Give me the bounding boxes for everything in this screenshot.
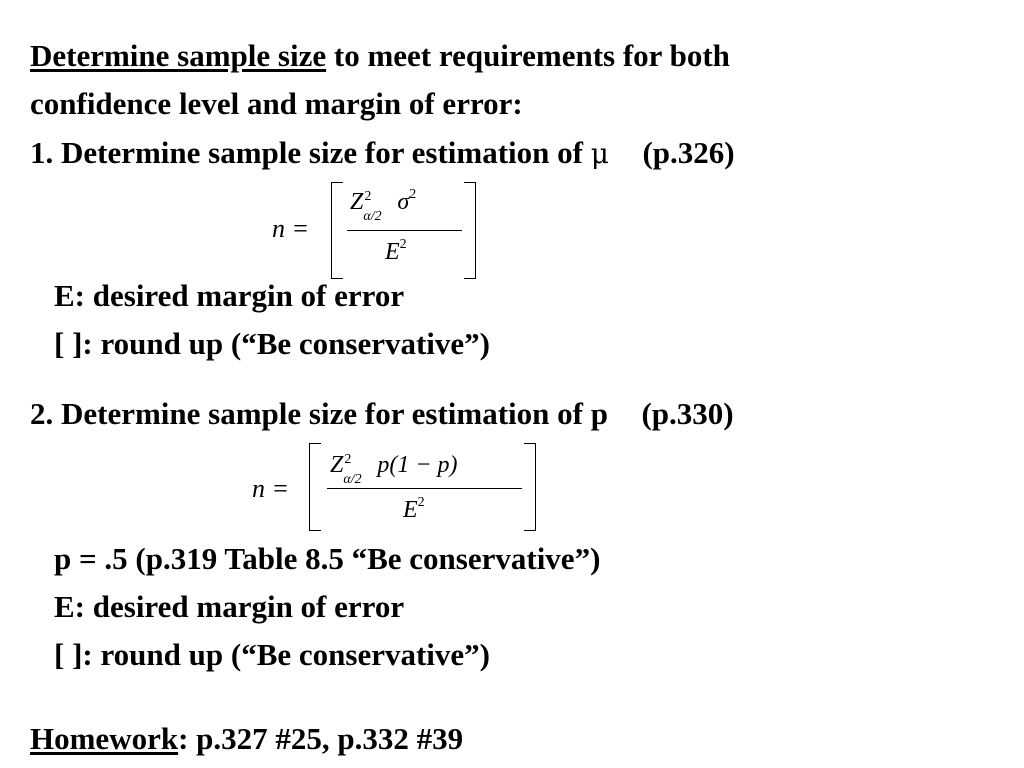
formula-1-denominator bbox=[385, 237, 407, 265]
formula-1-lhs: n = bbox=[272, 214, 310, 243]
formula-2-e: E bbox=[403, 497, 418, 523]
heading-rest: to meet requirements for both bbox=[326, 38, 730, 73]
section2-note-3: [ ]: round up (“Be conservative”) bbox=[54, 637, 490, 672]
heading-underlined: Determine sample size bbox=[30, 38, 327, 73]
mu-symbol: μ bbox=[590, 137, 609, 170]
formula-2-bracket-right bbox=[524, 443, 536, 531]
section2-note-2: E: desired margin of error bbox=[54, 589, 405, 624]
section2-title-text: 2. Determine sample size for estimation of p bbox=[30, 396, 608, 431]
formula-1-z-sub: α/2 bbox=[363, 209, 382, 224]
section1-note-2: [ ]: round up (“Be conservative”) bbox=[54, 326, 490, 361]
formula-1-sigma-sup: 2 bbox=[409, 187, 417, 202]
formula-1-fraction-bar bbox=[347, 230, 462, 231]
formula-2-numerator bbox=[330, 452, 458, 487]
formula-2-p-term: p(1 − p) bbox=[377, 452, 458, 478]
formula-2-z: Z bbox=[330, 452, 344, 478]
formula-2-z-scripts bbox=[343, 452, 377, 487]
formula-1-bracket-left bbox=[331, 182, 343, 279]
formula-2-fraction-bar bbox=[327, 488, 522, 489]
homework-text: : p.327 #25, p.332 #39 bbox=[178, 721, 464, 756]
formula-1-bracket-right bbox=[464, 182, 476, 279]
homework-line bbox=[30, 721, 463, 757]
formula-1-z-scripts bbox=[363, 189, 397, 224]
formula-1-z: Z bbox=[350, 189, 364, 215]
formula-1-sigma: σ bbox=[397, 189, 410, 215]
formula-1-numerator bbox=[350, 187, 417, 224]
formula-2-e-sup: 2 bbox=[417, 495, 425, 510]
homework-label: Homework bbox=[30, 721, 179, 756]
formula-1-z-sup: 2 bbox=[364, 189, 372, 204]
section2-title bbox=[30, 396, 734, 432]
section2-note-1: p = .5 (p.319 Table 8.5 “Be conservative”) bbox=[54, 541, 601, 576]
section1-title bbox=[30, 135, 735, 172]
formula-2-bracket-left bbox=[309, 443, 321, 531]
heading-line-1 bbox=[30, 38, 730, 74]
heading-line-2: confidence level and margin of error: bbox=[30, 86, 523, 121]
section2-ref: (p.330) bbox=[641, 396, 734, 431]
section1-title-text: 1. Determine sample size for estimation of bbox=[30, 135, 583, 170]
section1-ref: (p.326) bbox=[642, 135, 735, 170]
formula-1-e-sup: 2 bbox=[399, 237, 407, 252]
formula-2-z-sub: α/2 bbox=[343, 472, 362, 487]
formula-2-lhs: n = bbox=[252, 474, 290, 503]
section1-note-1: E: desired margin of error bbox=[54, 278, 405, 313]
formula-2-z-sup: 2 bbox=[344, 452, 352, 467]
formula-2-denominator bbox=[403, 495, 425, 523]
formula-1-e: E bbox=[385, 239, 400, 265]
